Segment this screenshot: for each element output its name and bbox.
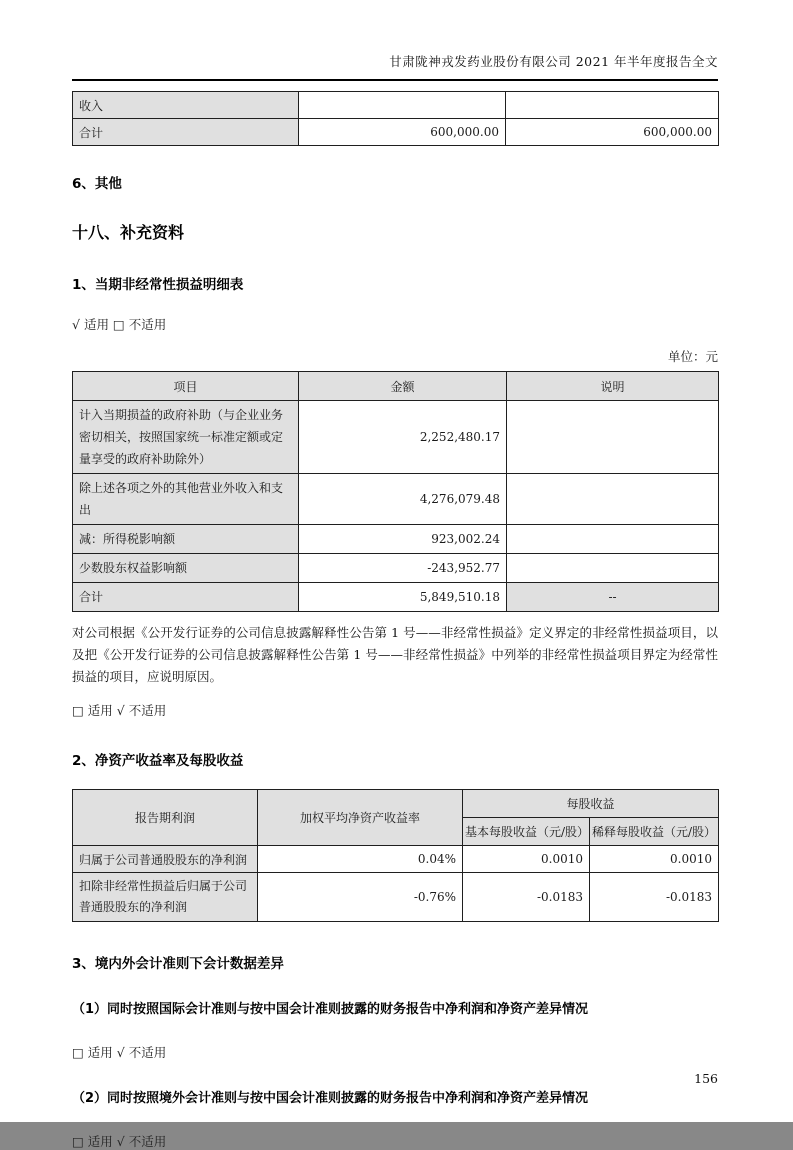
header-divider (72, 79, 718, 81)
roe-cell: -0.76% (258, 873, 463, 922)
roe-cell: 0.04% (258, 846, 463, 873)
col-header-eps-group: 每股收益 (463, 790, 719, 818)
col-header-amount: 金额 (299, 372, 507, 401)
amount-cell: 600,000.00 (506, 119, 719, 146)
col-header-basic-eps: 基本每股收益（元/股） (463, 818, 590, 846)
row-label-cell: 扣除非经常性损益后归属于公司普通股股东的净利润 (73, 873, 258, 922)
table-row (73, 401, 719, 474)
table-row (73, 554, 719, 583)
amount-cell: 600,000.00 (299, 119, 506, 146)
applicable-line: □ 适用 √ 不适用 (72, 1045, 167, 1060)
nonrecurring-explanation-paragraph: 对公司根据《公开发行证券的公司信息披露解释性公告第 1 号——非经常性损益》定义界定的非经常性损益项目，以及把《公开发行证券的公司信息披露解释性公告第 1 号——非经常性损益》中列举的非经常性损益项目界定为经常性损益的项目，应说明原因。 (72, 625, 718, 684)
heading-other: 6、其他 (72, 176, 122, 192)
table-row (73, 92, 719, 119)
row-label-cell: 收入 (73, 92, 299, 119)
amount-cell (506, 92, 719, 119)
table-row (73, 474, 719, 525)
col-header-profit: 报告期利润 (73, 790, 258, 846)
note-cell (507, 474, 719, 525)
amount-cell: 923,002.24 (299, 525, 507, 554)
nonrecurring-table (72, 371, 719, 612)
row-label-cell: 归属于公司普通股股东的净利润 (73, 846, 258, 873)
heading-overseas-standards-diff: （2）同时按照境外会计准则与按中国会计准则披露的财务报告中净利润和净资产差异情况 (72, 1091, 589, 1106)
heading-roe-eps: 2、净资产收益率及每股收益 (72, 753, 244, 769)
amount-cell: 2,252,480.17 (299, 401, 507, 474)
diluted-eps-cell: -0.0183 (590, 873, 719, 922)
applicable-line: □ 适用 √ 不适用 (72, 703, 167, 718)
table-header-row (73, 790, 719, 818)
table-row (73, 119, 719, 146)
col-header-note: 说明 (507, 372, 719, 401)
col-header-weighted-roe: 加权平均净资产收益率 (258, 790, 463, 846)
table-row (73, 525, 719, 554)
heading-supplementary-info: 十八、补充资料 (72, 223, 185, 242)
total-note-cell: -- (507, 583, 719, 612)
heading-accounting-differences: 3、境内外会计准则下会计数据差异 (72, 956, 284, 972)
col-header-diluted-eps: 稀释每股收益（元/股） (590, 818, 719, 846)
table-row (73, 846, 719, 873)
unit-label: 单位：元 (667, 349, 718, 364)
item-cell: 少数股东权益影响额 (73, 554, 299, 583)
amount-cell: -243,952.77 (299, 554, 507, 583)
row-label-cell: 合计 (73, 119, 299, 146)
note-cell (507, 525, 719, 554)
note-cell (507, 554, 719, 583)
item-cell: 减：所得税影响额 (73, 525, 299, 554)
total-label-cell: 合计 (73, 583, 299, 612)
item-cell: 除上述各项之外的其他营业外收入和支出 (73, 474, 299, 525)
total-amount-cell: 5,849,510.18 (299, 583, 507, 612)
basic-eps-cell: 0.0010 (463, 846, 590, 873)
document-header-title: 甘肃陇神戎发药业股份有限公司 2021 年半年度报告全文 (389, 54, 718, 69)
col-header-item: 项目 (73, 372, 299, 401)
roe-eps-table (72, 789, 719, 922)
amount-cell (299, 92, 506, 119)
table-row (73, 873, 719, 922)
applicable-line: √ 适用 □ 不适用 (72, 317, 167, 332)
income-continued-table (72, 91, 719, 146)
item-cell: 计入当期损益的政府补助（与企业业务密切相关，按照国家统一标准定额或定量享受的政府补助除外） (73, 401, 299, 474)
table-header-row (73, 372, 719, 401)
heading-intl-standards-diff: （1）同时按照国际会计准则与按中国会计准则披露的财务报告中净利润和净资产差异情况 (72, 1002, 589, 1017)
amount-cell: 4,276,079.48 (299, 474, 507, 525)
page-content (72, 0, 718, 1150)
table-total-row (73, 583, 719, 612)
heading-nonrecurring-detail: 1、当期非经常性损益明细表 (72, 277, 244, 293)
applicable-line: □ 适用 √ 不适用 (72, 1134, 167, 1149)
basic-eps-cell: -0.0183 (463, 873, 590, 922)
page-number: 156 (694, 1071, 718, 1086)
diluted-eps-cell: 0.0010 (590, 846, 719, 873)
note-cell (507, 401, 719, 474)
